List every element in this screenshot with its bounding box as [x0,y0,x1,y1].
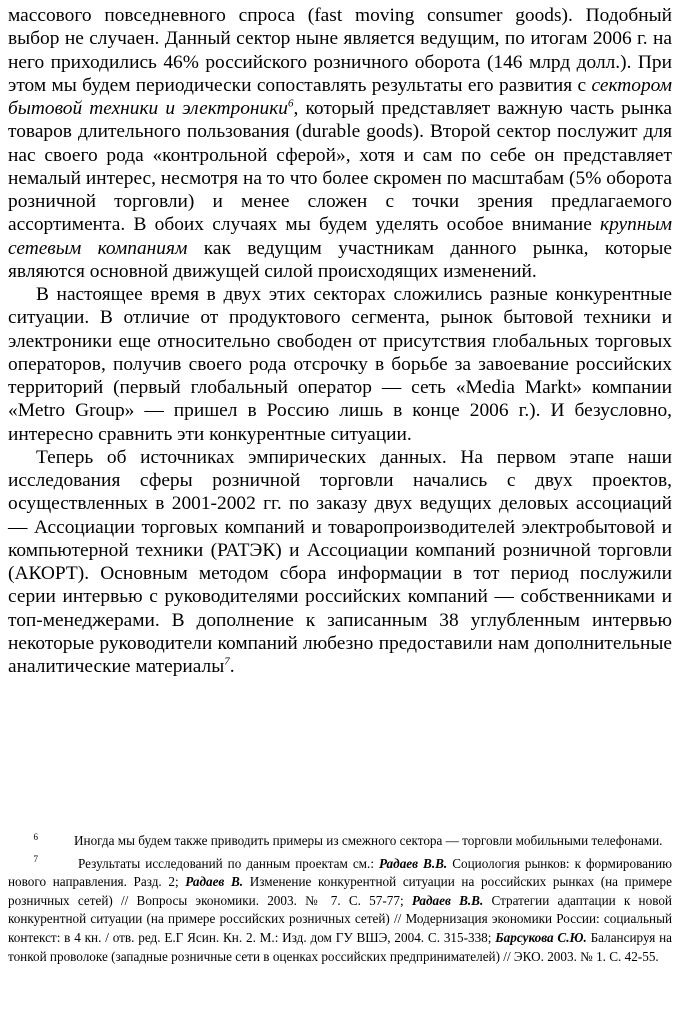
paragraph-1-text-1: массового повседневного спроса (fast moving consumer goods). Подобный выбор не случаен. Данный сектор ныне является ведущим, по итогам 2006 г. на него приходились 46% российского розничного оборота (146 млрд долл.). При этом мы будем периодически сопоставлять результаты его развития с [8,5,672,96]
emphasis-appliances-sector: сектором бытовой техники и электроники [8,74,672,119]
footnote-7-text-2: Социология рынков: к формированию нового направления. Разд. 2; [8,855,672,890]
footnote-ref-7[interactable]: 7 [224,655,230,668]
footnote-7-text-5: Балансируя на тонкой проволоке (западные розничные сети в оценках российских предпринимателей) // ЭКО. 2003. № 1. С. 42-55. [8,929,673,964]
paragraph-2: В настоящее время в двух этих секторах сложились разные конкурентные ситуации. В отличие от продуктового сегмента, рынок бытовой техники и электроники еще относительно свободен от присутствия глобальных торговых операторов, получив своего рода отсрочку в борьбе за завоевание российских территорий (первый глобальный оператор — сеть «Media Markt» компании «Metro Group» — пришел в Россию лишь в конце 2006 г.). И безусловно, интересно сравнить эти конкурентные ситуации. [8,284,672,445]
footnote-7-author-3: Радаев В.В. [411,892,484,908]
footnote-6: 6 Иногда мы будем также приводить примеры из смежного сектора — торговли мобильными телефонами. [33,831,663,848]
footnote-7-text-1: Результаты исследований по данным проектам см.: [78,855,379,871]
footnote-7: 7 Результаты исследований по данным проектам см.: Радаев В.В. Социология рынков: к формированию нового направления. Разд. 2; Радаев В. Изменение конкурентной ситуации на российских рынках (на примере розничных сетей) // Вопросы экономики. 2003. № 7. С. 57-77; Радаев В.В. Стратегии адаптации к новой конкурентной ситуации (на примере российских розничных сетей) // Модернизация экономики России: социальный контекст: в 4 кн. / отв. ред. Е.Г Ясин. Кн. 2. М.: Изд. дом ГУ ВШЭ, 2004. С. 315-338; Барсукова С.Ю. Балансируя на тонкой проволоке (западные розничные сети в оценках российских предпринимателей) // ЭКО. 2003. № 1. С. 42-55. [8,854,673,964]
footnote-7-author-4: Барсукова С.Ю. [495,929,587,945]
paragraph-1-text-2: , который представляет важную часть рынка товаров длительного пользования (durable goods). Второй сектор послужит для нас своего рода «контрольной сферой», хотя и сам по себе он представляет немалый интерес, несмотря на то что более скромен по масштабам (5% оборота розничной торговли) и менее сложен с точки зрения предлагаемого ассортимента. В обоих случаях мы будем уделять особое внимание [8,98,672,236]
document-body [8,4,672,678]
paragraph-3 [8,446,672,679]
footnote-ref-6[interactable]: 6 [288,97,294,110]
footnote-7-author-2: Радаев В. [185,874,244,890]
footnote-7-author-1: Радаев В.В. [379,855,448,871]
footnote-7-text-3: Изменение конкурентной ситуации на российских рынках (на примере розничных сетей) // Вопросы экономики. 2003. № 7. С. 57-77; [8,874,673,908]
paragraph-3-text-1: Теперь об источниках эмпирических данных. На первом этапе наши исследования сферы розничной торговли начались с двух проектов, осуществленных в 2001-2002 гг. по заказу двух ведущих деловых ассоциаций — Ассоциации торговых компаний и товаропроизводителей электробытовой и компьютерной техники (РАТЭК) и Ассоциации компаний розничной торговли (АКОРТ). Основным методом сбора информации в тот период послужили серии интервью с руководителями российских компаний — собственниками и топ-менеджерами. В дополнение к записанным 38 углубленным интервью некоторые руководители компаний любезно предоставили нам дополнительные аналитические материалы [8,446,672,677]
paragraph-1 [8,4,672,283]
footnote-7-text-4: Стратегии адаптации к новой конкурентной ситуации (на примере российских розничных сетей) // Модернизация экономики России: социальный контекст: в 4 кн. / отв. ред. Е.Г Ясин. Кн. 2. М.: Изд. дом ГУ ВШЭ, 2004. С. 315-338; [8,892,672,945]
footnotes-section [8,832,672,970]
paragraph-1-text-3: как ведущим участникам данного рынка, которые являются основной движущей силой происходящих изменений. [8,237,672,282]
footnote-6-text: Иногда мы будем также приводить примеры из смежного сектора — торговли мобильными телефонами. [74,833,663,848]
paragraph-3-text-2: . [229,656,235,677]
emphasis-chain-companies: крупным сетевым компаниям [8,214,672,259]
